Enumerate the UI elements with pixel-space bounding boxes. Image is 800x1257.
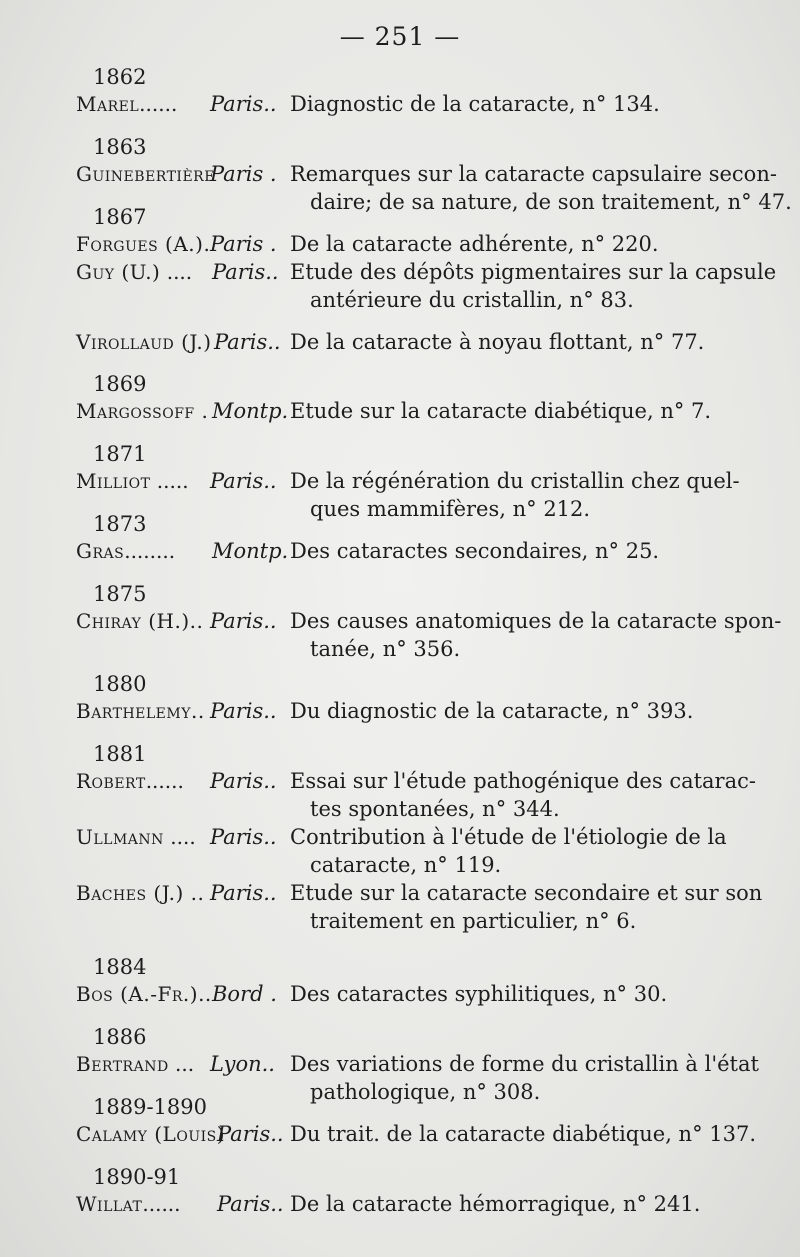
entry-title: [290, 607, 782, 663]
entry-title: [290, 90, 705, 118]
author-name: Ullmann: [76, 825, 164, 849]
entry-author: [76, 397, 208, 425]
entry-place: Paris .: [210, 162, 277, 186]
title-line: Contribution à l'étude de l'étiologie de la: [290, 825, 727, 849]
dot-leader: ....: [163, 825, 196, 849]
title-line: Etude sur la cataracte diabétique, n° 7.: [290, 399, 712, 423]
author-name: Baches (J.) ..: [76, 881, 205, 905]
title-line: Des cataractes syphilitiques, n° 30.: [290, 982, 668, 1006]
title-line: De la cataracte adhérente, n° 220.: [290, 232, 659, 256]
title-line: Essai sur l'étude pathogénique des catarac-: [290, 769, 756, 793]
dot-leader: .....: [150, 469, 189, 493]
entry-year: 1881: [93, 742, 147, 766]
entry-place: Paris..: [210, 469, 277, 493]
entry-year: 1875: [93, 582, 147, 606]
entry-title: [290, 258, 777, 314]
entry-year: 1862: [93, 65, 147, 89]
author-name: Gras: [76, 539, 125, 563]
title-continuation: tanée, n° 356.: [310, 637, 461, 661]
title-line: Du trait. de la cataracte diabétique, n° 137.: [290, 1122, 757, 1146]
entry-place: Paris..: [210, 881, 277, 905]
entry-place: Paris..: [210, 825, 277, 849]
entry-title: [290, 767, 756, 823]
entry-author: [76, 697, 205, 725]
author-name: Calamy (Louis): [76, 1122, 226, 1146]
entry-title: [290, 467, 740, 523]
dot-leader: ......: [142, 1192, 181, 1216]
dot-leader: ......: [145, 769, 184, 793]
author-name: Forgues (A.).: [76, 232, 211, 256]
entry-author: [76, 230, 210, 258]
title-continuation: pathologique, n° 308.: [310, 1080, 541, 1104]
entry-year: 1889-1890: [93, 1095, 207, 1119]
author-name: Barthelemy..: [76, 699, 205, 723]
entry-place: Montp.: [212, 399, 289, 423]
entry-year: 1880: [93, 672, 147, 696]
title-line: De la régénération du cristallin chez quel-: [290, 469, 740, 493]
author-name: Chiray (H.)..: [76, 609, 204, 633]
author-name: Robert: [76, 769, 146, 793]
author-name: Bos (A.-Fr.)..: [76, 982, 212, 1006]
entry-author: [76, 90, 177, 118]
entry-author: [76, 980, 212, 1008]
entry-author: [76, 1190, 181, 1218]
entry-year: 1871: [93, 442, 147, 466]
entry-title: [290, 1050, 759, 1106]
author-name: Willat: [76, 1192, 143, 1216]
entry-title: [290, 697, 705, 725]
title-line: De la cataracte hémorragique, n° 241.: [290, 1192, 701, 1216]
author-name: Margossoff .: [76, 399, 209, 423]
entry-title: [290, 230, 705, 258]
author-name: Marel: [76, 92, 140, 116]
page-number: — 251 —: [339, 22, 461, 51]
title-continuation: cataracte, n° 119.: [310, 853, 502, 877]
entry-place: Paris..: [214, 330, 281, 354]
title-line: Remarques sur la cataracte capsulaire secon-: [290, 162, 777, 186]
author-name: Virollaud (J.): [76, 330, 212, 354]
entry-author: [76, 160, 215, 188]
title-continuation: daire; de sa nature, de son traitement, n° 47.: [310, 190, 792, 214]
entry-place: Bord .: [212, 982, 277, 1006]
title-line: Des causes anatomiques de la cataracte spon-: [290, 609, 782, 633]
entry-author: [76, 1050, 194, 1078]
title-line: Des variations de forme du cristallin à l'état: [290, 1052, 759, 1076]
title-continuation: ques mammifères, n° 212.: [310, 497, 591, 521]
entry-title: [290, 397, 712, 425]
entry-author: [76, 467, 189, 495]
entry-author: [76, 823, 196, 851]
dot-leader: ........: [124, 539, 176, 563]
title-line: Des cataractes secondaires, n° 25.: [290, 539, 660, 563]
entry-author: [76, 879, 204, 907]
title-line: Etude des dépôts pigmentaires sur la capsule: [290, 260, 777, 284]
entry-year: 1886: [93, 1025, 147, 1049]
author-name: Guinebertière: [76, 162, 215, 186]
author-name: Bertrand: [76, 1052, 169, 1076]
entry-place: Paris..: [210, 769, 277, 793]
entry-place: Paris..: [217, 1192, 284, 1216]
entry-year: 1867: [93, 205, 147, 229]
dot-leader: ......: [139, 92, 178, 116]
entry-title: [290, 980, 705, 1008]
entry-title: [290, 879, 763, 935]
author-name: Milliot: [76, 469, 151, 493]
entry-year: 1884: [93, 955, 147, 979]
entry-year: 1890-91: [93, 1165, 181, 1189]
entry-author: [76, 1120, 225, 1148]
entry-author: [76, 328, 212, 356]
entry-title: [290, 823, 727, 879]
dot-leader: ....: [160, 260, 193, 284]
title-continuation: tes spontanées, n° 344.: [310, 797, 560, 821]
entry-year: 1869: [93, 372, 147, 396]
entry-title: [290, 328, 705, 356]
entry-year: 1863: [93, 135, 147, 159]
title-line: Du diagnostic de la cataracte, n° 393.: [290, 699, 694, 723]
title-continuation: traitement en particulier, n° 6.: [310, 909, 637, 933]
entry-author: [76, 258, 192, 286]
entry-year: 1873: [93, 512, 147, 536]
entry-place: Paris..: [217, 1122, 284, 1146]
entry-title: [290, 160, 792, 216]
entry-place: Lyon..: [210, 1052, 275, 1076]
entry-author: [76, 607, 203, 635]
entry-place: Paris..: [210, 92, 277, 116]
entry-title: [290, 1190, 705, 1218]
author-name: Guy (U.): [76, 260, 161, 284]
entry-title: [290, 1120, 757, 1148]
title-line: De la cataracte à noyau flottant, n° 77.: [290, 330, 705, 354]
entry-place: Paris .: [210, 232, 277, 256]
entry-title: [290, 537, 705, 565]
entry-place: Paris..: [210, 699, 277, 723]
entry-author: [76, 767, 184, 795]
entry-place: Montp.: [212, 539, 289, 563]
entry-author: [76, 537, 175, 565]
title-line: Etude sur la cataracte secondaire et sur son: [290, 881, 763, 905]
entry-place: Paris..: [210, 609, 277, 633]
title-line: Diagnostic de la cataracte, n° 134.: [290, 92, 660, 116]
entry-place: Paris..: [212, 260, 279, 284]
dot-leader: ...: [168, 1052, 195, 1076]
title-continuation: antérieure du cristallin, n° 83.: [310, 288, 634, 312]
